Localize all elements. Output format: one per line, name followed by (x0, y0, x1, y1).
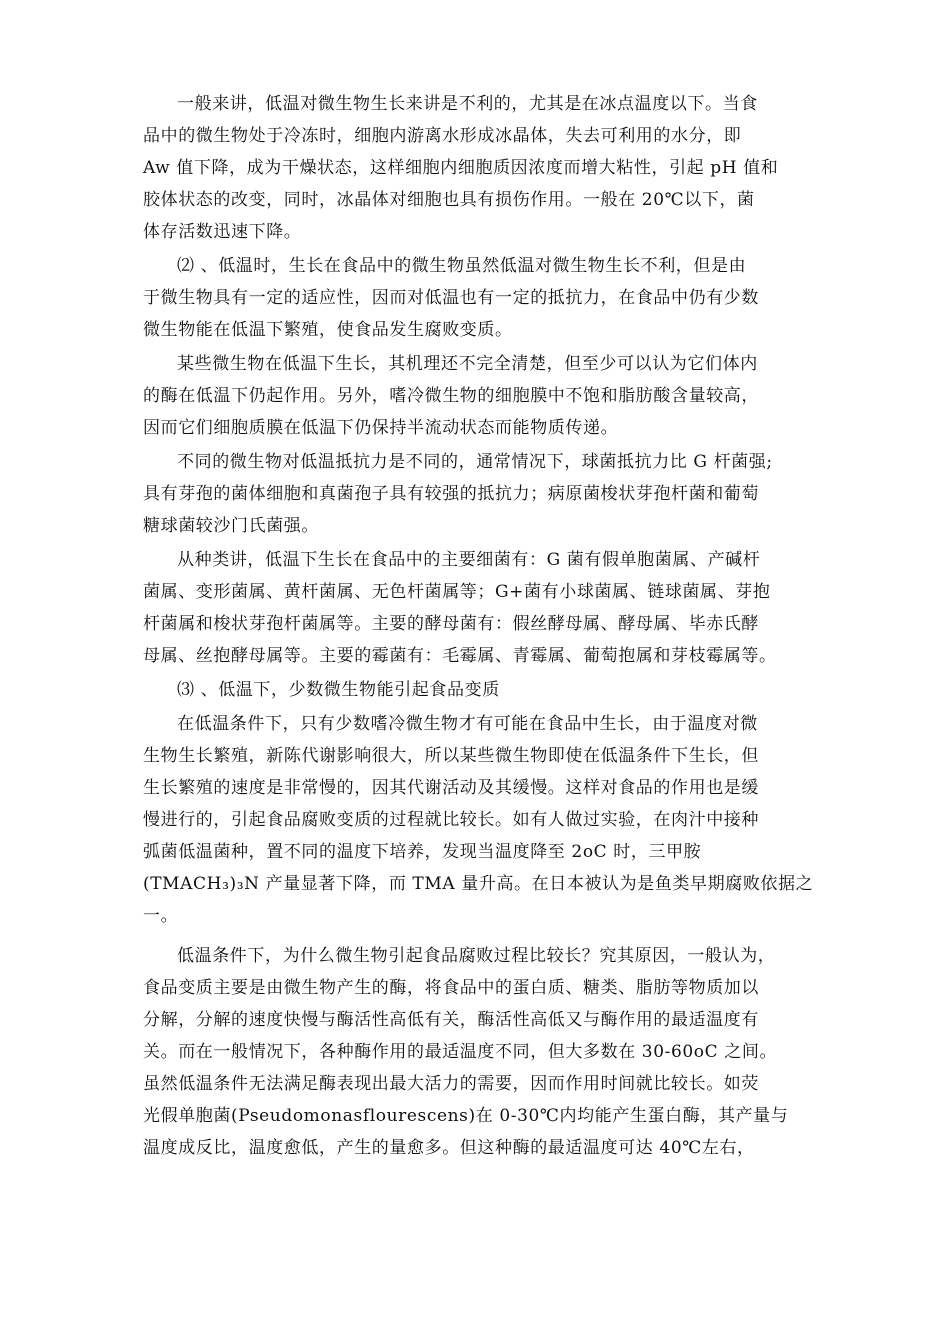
text-line: 具有芽孢的菌体细胞和真菌孢子具有较强的抵抗力；病原菌梭状芽孢杆菌和葡萄 (143, 484, 759, 504)
text-line: 温度成反比，温度愈低，产生的量愈多。但这种酶的最适温度可达 40℃左右， (143, 1138, 755, 1158)
text-line: 分解，分解的速度快慢与酶活性高低有关，酶活性高低又与酶作用的最适温度有 (143, 1010, 759, 1030)
text-line: 食品变质主要是由微生物产生的酶，将食品中的蛋白质、糖类、脂肪等物质加以 (143, 978, 759, 998)
text-line: 慢进行的，引起食品腐败变质的过程就比较长。如有人做过实验，在肉汁中接种 (143, 810, 759, 830)
paragraph (143, 250, 823, 346)
text-line: 体存活数迅速下降。 (143, 222, 302, 242)
text-line: 因而它们细胞质膜在低温下仍保持半流动状态而能物质传递。 (143, 418, 619, 438)
text-line: 生长繁殖的速度是非常慢的，因其代谢活动及其缓慢。这样对食品的作用也是缓 (143, 778, 759, 798)
text-line: 一般来讲，低温对微生物生长来讲是不利的，尤其是在冰点温度以下。当食 (177, 94, 758, 114)
document-body (143, 88, 823, 1164)
text-line: 生物生长繁殖，新陈代谢影响很大，所以某些微生物即使在低温条件下生长，但 (143, 746, 759, 766)
paragraph (143, 940, 823, 1164)
text-line: Aw 值下降，成为干燥状态，这样细胞内细胞质因浓度而增大粘性，引起 pH 值和 (143, 158, 779, 178)
text-line: 弧菌低温菌种，置不同的温度下培养，发现当温度降至 2oC 时，三甲胺 (143, 842, 702, 862)
text-line: 光假单胞菌(Pseudomonasflourescens)在 0-30℃内均能产生蛋白酶，其产量与 (143, 1106, 789, 1126)
text-line: 品中的微生物处于冷冻时，细胞内游离水形成冰晶体，失去可利用的水分，即 (143, 126, 742, 146)
paragraph (143, 348, 823, 444)
text-line: 胶体状态的改变，同时，冰晶体对细胞也具有损伤作用。一般在 20℃以下，菌 (143, 190, 755, 210)
text-line: 于微生物具有一定的适应性，因而对低温也有一定的抵抗力，在食品中仍有少数 (143, 288, 759, 308)
paragraph (143, 446, 823, 542)
text-line: 糖球菌较沙门氏菌强。 (143, 516, 319, 536)
text-line: 关。而在一般情况下，各种酶作用的最适温度不同，但大多数在 30-60oC 之间。 (143, 1042, 778, 1062)
text-line: ⑶ 、低温下，少数微生物能引起食品变质 (177, 680, 500, 700)
text-line: 微生物能在低温下繁殖，使食品发生腐败变质。 (143, 320, 513, 340)
text-line: 某些微生物在低温下生长，其机理还不完全清楚，但至少可以认为它们体内 (177, 354, 758, 374)
text-line: 不同的微生物对低温抵抗力是不同的，通常情况下，球菌抵抗力比 G 杆菌强; (177, 452, 773, 472)
text-line: 从种类讲，低温下生长在食品中的主要细菌有：G 菌有假单胞菌属、产碱杆 (177, 550, 761, 570)
text-line: 低温条件下，为什么微生物引起食品腐败过程比较长？究其原因，一般认为， (177, 946, 776, 966)
text-line: 杆菌属和梭状芽孢杆菌属等。主要的酵母菌有：假丝酵母属、酵母属、毕赤氏酵 (143, 614, 759, 634)
paragraph (143, 88, 823, 248)
text-line: 母属、丝抱酵母属等。主要的霉菌有：毛霉属、青霉属、葡萄抱属和芽枝霉属等。 (143, 646, 777, 666)
text-line: 菌属、变形菌属、黄杆菌属、无色杆菌属等；G+菌有小球菌属、链球菌属、芽抱 (143, 582, 771, 602)
paragraph (143, 544, 823, 672)
text-line: 在低温条件下，只有少数嗜冷微生物才有可能在食品中生长，由于温度对微 (177, 714, 758, 734)
text-line: (TMACH₃)₃N 产量显著下降，而 TMA 量升高。在日本被认为是鱼类早期腐败依据之 (143, 874, 814, 894)
text-line: ⑵ 、低温时，生长在食品中的微生物虽然低温对微生物生长不利，但是由 (177, 256, 747, 276)
text-line: 虽然低温条件无法满足酶表现出最大活力的需要，因而作用时间就比较长。如荧 (143, 1074, 759, 1094)
paragraph (143, 674, 823, 706)
text-line: 一。 (143, 906, 179, 926)
paragraph (143, 708, 823, 932)
text-line: 的酶在低温下仍起作用。另外，嗜冷微生物的细胞膜中不饱和脂肪酸含量较高， (143, 386, 759, 406)
